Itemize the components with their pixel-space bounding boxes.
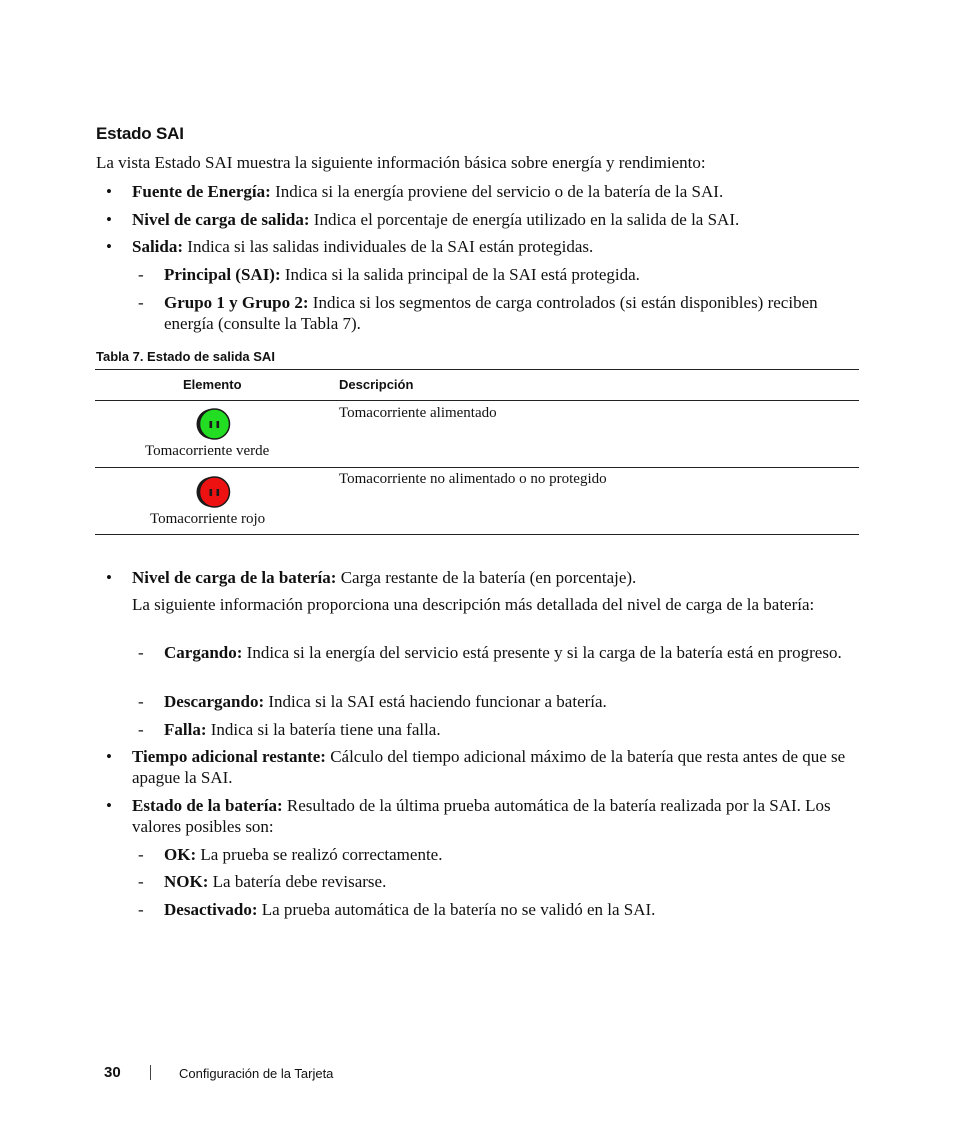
- dash-icon: -: [138, 692, 144, 711]
- footer-separator: [150, 1065, 151, 1080]
- item-term: Descargando:: [164, 692, 265, 711]
- item-term: Falla:: [164, 720, 207, 739]
- item-text: Indica si la batería tiene una falla.: [206, 720, 441, 739]
- item-term: Estado de la batería:: [132, 796, 283, 815]
- item-text: Indica si los segmentos de carga controlados (si están disponibles) reciben energía (consulte la Tabla 7).: [164, 293, 818, 333]
- table-cell-element: Tomacorriente rojo: [150, 511, 266, 527]
- item-term: Principal (SAI):: [164, 265, 281, 284]
- intro-paragraph: La vista Estado SAI muestra la siguiente información básica sobre energía y rendimiento:: [96, 153, 706, 172]
- table-header-description: Descripción: [339, 377, 414, 392]
- item-text: Indica si la energía proviene del servicio o de la batería de la SAI.: [270, 182, 724, 201]
- item-term: Desactivado:: [164, 900, 258, 919]
- dash-icon: -: [138, 845, 144, 864]
- item-text: Carga restante de la batería (en porcentaje).: [336, 568, 637, 587]
- item-term: Grupo 1 y Grupo 2:: [164, 293, 309, 312]
- item-text: Indica si las salidas individuales de la SAI están protegidas.: [183, 237, 594, 256]
- item-text: Indica si la salida principal de la SAI está protegida.: [280, 265, 640, 284]
- item-term: Nivel de carga de salida:: [132, 210, 310, 229]
- table-top-rule: [95, 369, 859, 370]
- section-title: Estado SAI: [96, 124, 184, 143]
- item-text: La batería debe revisarse.: [208, 872, 387, 891]
- bullet-icon: •: [106, 210, 112, 229]
- table-cell-description: Tomacorriente alimentado: [339, 405, 497, 421]
- outlet-red-icon: [195, 474, 231, 510]
- item-term: Fuente de Energía:: [132, 182, 271, 201]
- item-text: Indica si la SAI está haciendo funcionar a batería.: [264, 692, 607, 711]
- table-bottom-rule: [95, 534, 859, 535]
- battery-paragraph: La siguiente información proporciona una descripción más detallada del nivel de carga de la batería:: [132, 595, 815, 614]
- item-text: Cálculo del tiempo adicional máximo de la batería que resta antes de que se apague la SAI.: [132, 747, 846, 787]
- dash-icon: -: [138, 720, 144, 739]
- bullet-icon: •: [106, 237, 112, 256]
- item-term: OK:: [164, 845, 197, 864]
- item-term: NOK:: [164, 872, 209, 891]
- item-text: Indica el porcentaje de energía utilizado en la salida de la SAI.: [309, 210, 740, 229]
- outlet-green-icon: [195, 406, 231, 442]
- item-term: Tiempo adicional restante:: [132, 747, 326, 766]
- table-cell-element: Tomacorriente verde: [145, 443, 270, 459]
- item-text: La prueba automática de la batería no se validó en la SAI.: [257, 900, 656, 919]
- bullet-icon: •: [106, 568, 112, 587]
- page-number: 30: [104, 1064, 121, 1081]
- bullet-icon: •: [106, 796, 112, 815]
- dash-icon: -: [138, 265, 144, 284]
- item-term: Cargando:: [164, 643, 243, 662]
- item-term: Salida:: [132, 237, 184, 256]
- table-cell-description: Tomacorriente no alimentado o no protegido: [339, 471, 607, 487]
- table-caption: Tabla 7. Estado de salida SAI: [96, 349, 275, 364]
- dash-icon: -: [138, 900, 144, 919]
- item-text: Indica si la energía del servicio está presente y si la carga de la batería está en progreso.: [242, 643, 842, 662]
- dash-icon: -: [138, 293, 144, 312]
- item-term: Nivel de carga de la batería:: [132, 568, 337, 587]
- bullet-icon: •: [106, 182, 112, 201]
- item-text: La prueba se realizó correctamente.: [196, 845, 443, 864]
- dash-icon: -: [138, 643, 144, 662]
- table-header-rule: [95, 400, 859, 401]
- dash-icon: -: [138, 872, 144, 891]
- table-header-element: Elemento: [183, 377, 242, 392]
- table-row-rule: [95, 467, 859, 468]
- item-text: Resultado de la última prueba automática de la batería realizada por la SAI. Los valores posibles son:: [132, 796, 831, 836]
- footer-title: Configuración de la Tarjeta: [179, 1066, 334, 1081]
- bullet-icon: •: [106, 747, 112, 766]
